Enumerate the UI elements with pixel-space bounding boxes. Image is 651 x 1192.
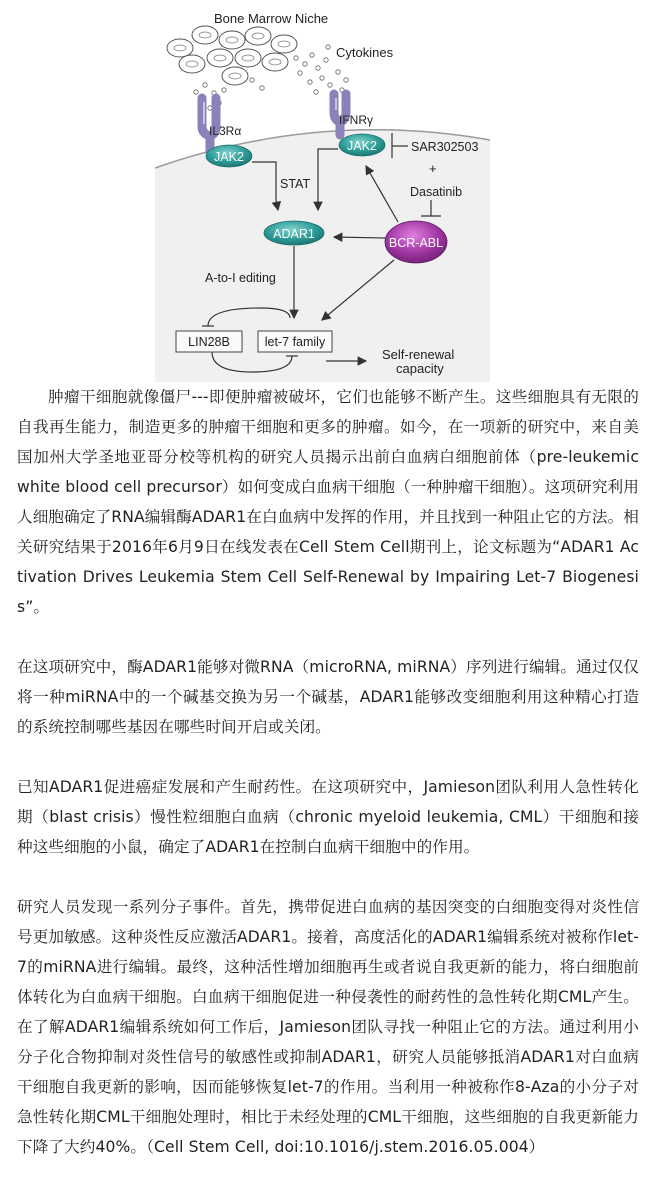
jak2-left-label: JAK2 <box>214 150 244 164</box>
sar-label: SAR302503 <box>411 140 479 154</box>
jak2-right-label: JAK2 <box>347 139 377 153</box>
editing-label: A-to-I editing <box>205 271 276 285</box>
niche-label: Bone Marrow Niche <box>214 11 329 26</box>
self-renewal-label: Self-renewal <box>382 347 455 362</box>
pathway-figure <box>0 0 651 382</box>
il3ra-label: IL3Rα <box>209 124 242 138</box>
paragraph-4: 研究人员发现一系列分子事件。首先，携带促进白血病的基因突变的白细胞变得对炎性信号更加敏感。这种炎性反应激活ADAR1。接着，高度活化的ADAR1编辑系统对被称作let-7的miRNA进行编辑。最终，这种活性增加细胞再生或者说自我更新的能力，将白细胞前体转化为白血病干细胞。白血病干细胞促进一种侵袭性的耐药性的急性转化期CML产生。 在了解ADAR1编辑系统如何工作后，Jamieson团队寻找一种阻止它的方法。通过利用小分子化合物抑制对炎性信号的敏感性或抑制ADAR1，研究人员能够抵消ADAR1对白血病干细胞自我更新的影响，因而能够恢复let-7的作用。当利用一种被称作8-Aza的小分子对急性转化期CML干细胞处理时，相比于未经处理的CML干细胞，这些细胞的自我更新能力下降了大约40%。（Cell Stem Cell, doi:10.1016/j.stem.2016.05.004） <box>17 898 639 1156</box>
capacity-label: capacity <box>396 361 444 376</box>
pathway-diagram <box>0 0 651 382</box>
cytokines-label: Cytokines <box>336 45 394 60</box>
let7-label: let-7 family <box>264 335 326 349</box>
adar1-label: ADAR1 <box>273 227 315 241</box>
paragraph-2: 在这项研究中，酶ADAR1能够对微RNA（microRNA, miRNA）序列进行编辑。通过仅仅将一种miRNA中的一个碱基交换为另一个碱基，ADAR1能够改变细胞利用这种精心打造的系统控制哪些基因在哪些时间开启或关闭。 <box>17 658 639 736</box>
niche-cells <box>167 26 297 85</box>
plus-label: + <box>429 161 437 176</box>
dasatinib-label: Dasatinib <box>410 185 463 199</box>
bcr-abl-label: BCR-ABL <box>388 236 444 250</box>
article-body <box>17 382 639 1192</box>
stat-label: STAT <box>280 177 311 191</box>
ifnry-label: IFNRγ <box>339 113 373 127</box>
lin28b-label: LIN28B <box>188 335 230 349</box>
paragraph-1: 肿瘤干细胞就像僵尸---即便肿瘤被破坏，它们也能够不断产生。这些细胞具有无限的自我再生能力，制造更多的肿瘤干细胞和更多的肿瘤。如今，在一项新的研究中，来自美国加州大学圣地亚哥分校等机构的研究人员揭示出前白血病白细胞前体（pre-leukemic white blood cell precursor）如何变成白血病干细胞（一种肿瘤干细胞）。这项研究利用人细胞确定了RNA编辑酶ADAR1在白血病中发挥的作用，并且找到一种阻止它的方法。相关研究结果于2016年6月9日在线发表在Cell Stem Cell期刊上，论文标题为“ADAR1 Activation Drives Leukemia Stem Cell Self-Renewal by Impairing Let-7 Biogenesis”。 <box>17 388 639 616</box>
paragraph-3: 已知ADAR1促进癌症发展和产生耐药性。在这项研究中，Jamieson团队利用人急性转化期（blast crisis）慢性粒细胞白血病（chronic myeloid leukemia, CML）干细胞和接种这些细胞的小鼠，确定了ADAR1在控制白血病干细胞中的作用。 <box>17 778 639 856</box>
